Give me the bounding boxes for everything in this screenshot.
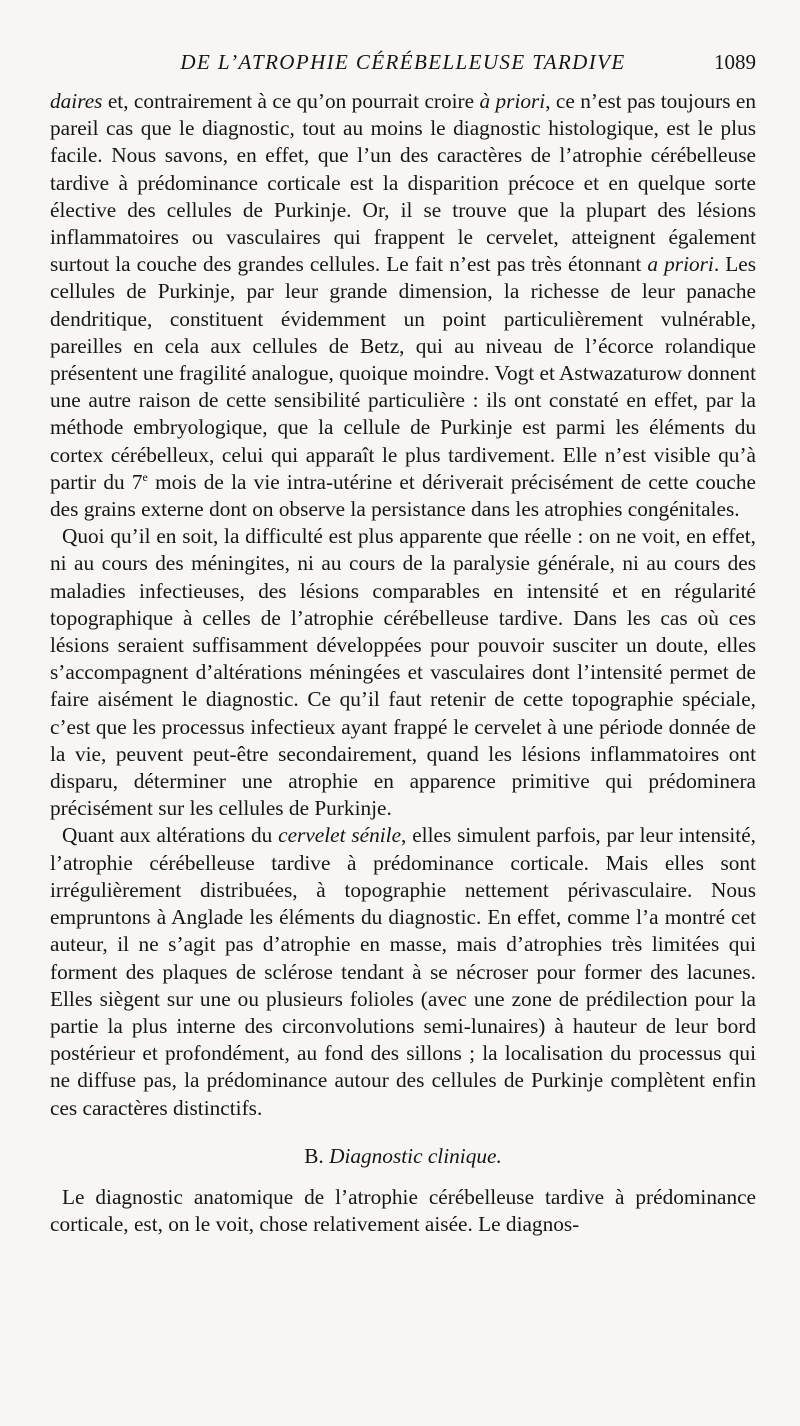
body-text <box>50 88 756 1238</box>
p1-text-2: , ce n’est pas toujours en pareil cas que le diagnostic, tout au moins le diagnostic histologique, est le plus facile. Nous savons, en effet, que l’un des caractères de l’atrophie cérébelleuse tardive à prédominance corticale est la disparition précoce et en quelque sorte élective des cellules de Purkinje. Or, il se trouve que la plupart des lésions inflammatoires ou vasculaires qui frappent le cervelet, atteignent également surtout la couche des grandes cellules. Le fait n’est pas très étonnant <box>50 89 756 277</box>
paragraph-2: Quoi qu’il en soit, la difficulté est plus apparente que réelle : on ne voit, en effet, ni au cours des méningites, ni au cours de la paralysie générale, ni au cours des maladies infectieuses, des lésions comparables en intensité et en régularité topographique à celles de l’atrophie cérébelleuse tardive. Dans les cas où ces lésions seraient suffisamment développées pour pouvoir susciter un doute, elles s’accompagnent d’altérations méningées et vasculaires dont l’intensité permet de faire aisément le diagnostic. Ce qu’il faut retenir de cette topographie spéciale, c’est que les processus infectieux ayant frappé le cervelet à une période donnée de la vie, peuvent peut-être secondairement, quand les lésions inflammatoires ont disparu, déterminer une atrophie en apparence primitive qui prédominera précisément sur les cellules de Purkinje. <box>50 524 756 821</box>
p1-italic-3: a priori <box>647 252 714 277</box>
paragraph-3 <box>50 822 756 1121</box>
paragraph-1 <box>50 88 756 523</box>
page-number: 1089 <box>714 50 756 74</box>
paragraph-4: Le diagnostic anatomique de l’atrophie cérébelleuse tardive à prédominance corticale, est, on le voit, chose relativement aisée. Le diagnos- <box>50 1184 756 1237</box>
section-subheading <box>50 1143 756 1170</box>
running-title: DE L’ATROPHIE CÉRÉBELLEUSE TARDIVE <box>180 50 626 74</box>
subheading-letter: B. <box>304 1143 330 1168</box>
p1-superscript: e <box>142 469 148 484</box>
p1-italic-1: daires <box>50 89 103 113</box>
p3-text-1: Quant aux altérations du <box>62 823 279 848</box>
p3-text-2: , elles simulent parfois, par leur intensité, l’atrophie cérébelleuse tardive à prédominance corticale. Mais elles sont irrégulièrement distribuées, à topographie nettement périvasculaire. Nous empruntons à Anglade les éléments du diagnostic. En effet, comme l’a montré cet auteur, il ne s’agit pas d’atrophie en masse, mais d’atrophies très limitées qui forment des plaques de sclérose tendant à se nécroser pour former des lacunes. Elles siègent sur une ou plusieurs folioles (avec une zone de prédilection pour la partie la plus interne des circonvolutions semi-lunaires) à hauteur de leur bord postérieur et profondément, au fond des sillons ; la localisation du processus qui ne diffuse pas, la prédominance autour des cellules de Purkinje complètent enfin ces caractères distinctifs. <box>50 823 757 1120</box>
p1-text-3: . Les cellules de Purkinje, par leur grande dimension, la richesse de leur panache dendritique, constituent évidemment un point particulièrement vulnérable, pareilles en cela aux cellules de Betz, qui au niveau de l’écorce rolandique présentent une fragilité analogue, quoique moindre. Vogt et Astwazaturow donnent une autre raison de cette sensibilité particulière : ils ont constaté en effet, par la méthode embryologique, que la cellule de Purkinje est parmi les éléments du cortex cérébelleux, celui qui apparaît le plus tardivement. Elle n’est visible qu’à partir du 7 <box>50 252 757 494</box>
p1-text-1: et, contrairement à ce qu’on pourrait croire <box>102 89 480 113</box>
subheading-title: Diagnostic clinique. <box>329 1143 502 1168</box>
p3-italic-1: cervelet sénile <box>278 823 402 848</box>
running-header <box>50 50 756 76</box>
p1-text-4: mois de la vie intra-utérine et dériverait précisément de cette couche des grains externe dont on observe la persistance dans les atrophies congénitales. <box>50 469 756 522</box>
p1-italic-2: à priori <box>479 89 546 113</box>
